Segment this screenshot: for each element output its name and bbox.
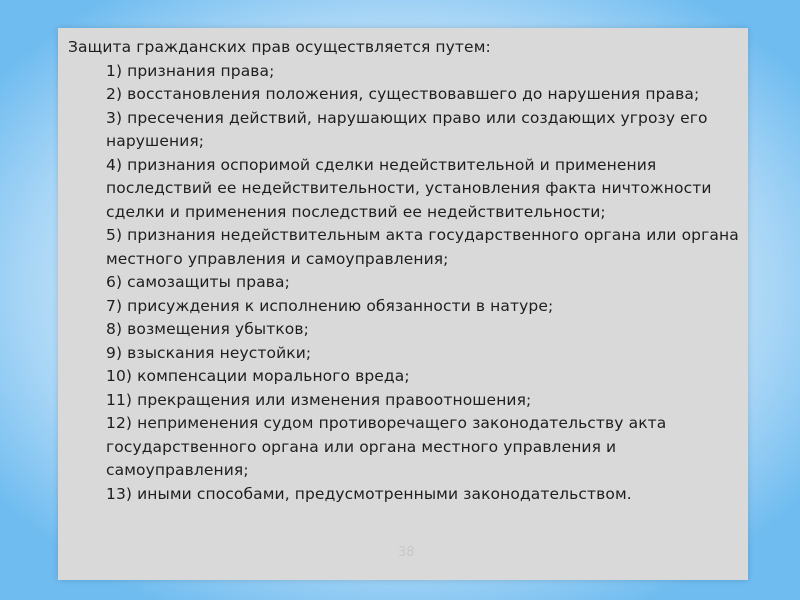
list-item: 1) признания права; xyxy=(106,61,275,80)
slide-content xyxy=(68,36,740,506)
list-item: 6) самозащиты права; xyxy=(106,273,290,291)
list-item: 3) пресечения действий, нарушающих право или создающих угрозу его нарушения; xyxy=(106,108,708,150)
rights-list xyxy=(68,60,740,507)
slide-heading: Защита гражданских прав осуществляется путем: xyxy=(68,38,491,56)
list-item: 9) взыскания неустойки; xyxy=(106,343,312,362)
list-item: 5) признания недействительным акта государственного органа или органа местного управления и самоуправления; xyxy=(106,226,739,268)
list-item: 4) признания оспоримой сделки недействительной и применения последствий ее недействительности, установления факта ничтожности сделки и применения последствий ее недействительности; xyxy=(106,155,712,221)
page-number: 38 xyxy=(398,545,415,560)
list-item: 8) возмещения убытков; xyxy=(106,320,309,338)
list-item: 10) компенсации морального вреда; xyxy=(106,367,410,385)
list-item: 2) восстановления положения, существовавшего до нарушения права; xyxy=(106,85,700,103)
list-item: 7) присуждения к исполнению обязанности в натуре; xyxy=(106,296,554,315)
list-item: 11) прекращения или изменения правоотношения; xyxy=(106,390,532,409)
list-item: 12) неприменения судом противоречащего законодательству акта государственного органа или органа местного управления и самоуправления; xyxy=(106,414,667,479)
list-item: 13) иными способами, предусмотренными законодательством. xyxy=(106,484,632,503)
